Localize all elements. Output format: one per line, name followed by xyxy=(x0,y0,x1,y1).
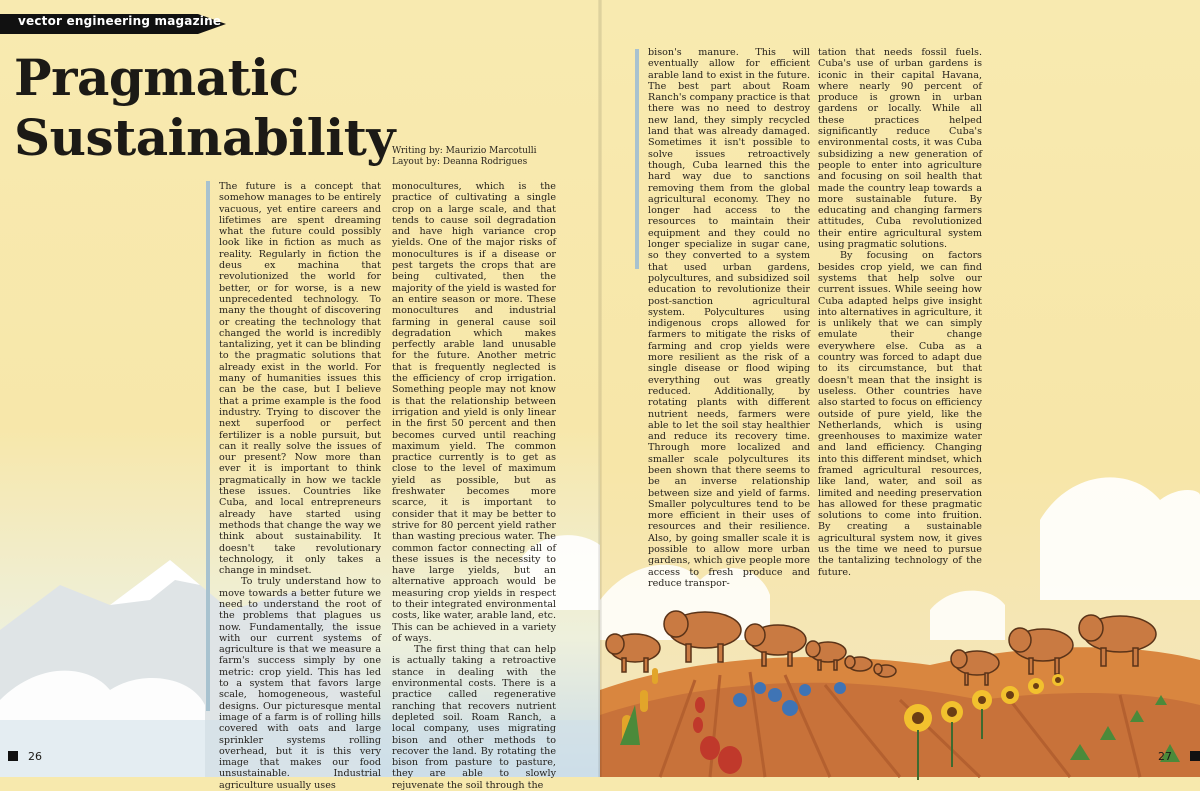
page-number-right: 27 xyxy=(1158,750,1172,763)
layout-credit: Layout by: Deanna Rodrigues xyxy=(392,157,528,167)
magazine-name: vector engineering magazine xyxy=(18,14,222,28)
paragraph: monocultures, which is the practice of cultivating a single crop on a large scale, and that tends to cause soil degradation and have high variance crop yields. One of the major risks of monocultures is if a disease or pest targets the crops that are being cultivated, then the majority of the yield is wasted for an entire season or more. These monocultures and industrial farming in general cause soil degradation which makes perfectly arable land unusable for the future. Another metric that is frequently neglected is the efficiency of crop irrigation. Something people may not know is that the relationship between irrigation and yield is only linear in the first 50 percent and then becomes curved until reaching maximum yield. The common practice currently is to get as close to the level of maximum yield as possible, but as freshwater becomes more scarce, it is important to consider that it may be better to strive for 80 percent yield rather than wasting precious water. The common factor connecting all of these issues is the necessity to have large yields, but an alternative approach would be measuring crop yields in respect to their integrated environmental costs, like water, arable land, etc. This can be achieved in a variety of ways. xyxy=(392,181,556,644)
bison xyxy=(664,611,741,662)
title-line-2: Sustainability xyxy=(14,108,395,167)
title-line-1: Pragmatic xyxy=(14,48,299,107)
article-title xyxy=(14,48,395,168)
page-gutter xyxy=(598,0,602,777)
body-column-3 xyxy=(648,47,810,589)
page-number-left: 26 xyxy=(28,750,42,763)
paragraph: tation that needs fossil fuels. Cuba's use of urban gardens is iconic in their capital Havana, where nearly 90 percent of produce is grown in urban gardens or locally. While all these practices helped significantly reduce Cuba's environmental costs, it was Cuba subsidizing a new generation of people to enter into agriculture and focusing on soil health that made the country leap towards a more sustainable future. By educating and changing farmers attitudes, Cuba revolutionized their entire agricultural system using pragmatic solutions. xyxy=(818,47,982,251)
body-column-1 xyxy=(219,181,381,791)
column-accent-bar xyxy=(206,181,210,711)
paragraph: To truly understand how to move towards a better future we need to understand the root of the problems that plagues us now. Fundamentally, the issue with our current systems of agriculture is that we measure a farm's success simply by one metric: crop yield. This has led to a system that favors large scale, homogeneous, wasteful designs. Our picturesque mental image of a farm is of rolling hills covered with oats and large sprinkler systems rolling overhead, but it is this very image that makes our food unsustainable. Industrial agriculture usually uses xyxy=(219,576,381,791)
paragraph: bison's manure. This will eventually allow for efficient arable land to exist in the future. The best part about Roam Ranch's company practice is that there was no need to destroy new land, they simply recycled land that was already damaged. Sometimes it isn't possible to solve issues retroactively though, Cuba learned this the hard way due to sanctions removing them from the global agricultural economy. They no longer had access to the resources to maintain their equipment and they could no longer specialize in sugar cane, so they converted to a system that used urban gardens, polycultures, and subsidized soil education to revolutionize their post-sanction agricultural system. Polycultures using indigenous crops allowed for farmers to mitigate the risks of farming and crop yields were more resilient as the risk of a single disease or flood wiping everything out was greatly reduced. Additionally, by rotating plants with different nutrient needs, farmers were able to let the soil stay healthier and reduce its recovery time. Through more localized and smaller scale polycultures its been shown that there seems to be an inverse relationship between size and yield of farms. Smaller polycultures tend to be more efficient in their uses of resources and their resilience. Also, by going smaller scale it is possible to allow more urban gardens, which give people more access to fresh produce and reduce transpor- xyxy=(648,47,810,589)
folio-marker-left xyxy=(8,751,18,761)
paragraph: The first thing that can help is actually taking a retroactive stance in dealing with the environmental costs. There is a practice called regenerative ranching that recovers nutrient depleted soil. Roam Ranch, a local company, uses migrating bison and other methods to recover the land. By rotating the bison from pasture to pasture, they are able to slowly rejuvenate the soil through the xyxy=(392,644,556,791)
writer-credit: Writing by: Maurizio Marcotulli xyxy=(392,146,537,156)
body-column-4 xyxy=(818,47,982,578)
paragraph: By focusing on factors besides crop yield, we can find systems that help solve our current issues. While seeing how Cuba adapted helps give insight into alternatives in agriculture, it is unlikely that we can simply emulate their change everywhere else. Cuba as a country was forced to adapt due to its circumstance, but that doesn't mean that the insight is useless. Other countries have also started to focus on efficiency outside of pure yield, like the Netherlands, which is using greenhouses to maximize water and land efficiency. Changing into this different mindset, which framed agricultural resources, like land, water, and soil as limited and needing preservation has allowed for these pragmatic solutions to come into fruition. By creating a sustainable agricultural system now, it gives us the time we need to pursue the tantalizing technology of the future. xyxy=(818,250,982,578)
folio-marker-right xyxy=(1190,751,1200,761)
body-column-2 xyxy=(392,181,556,791)
column-accent-bar-right xyxy=(635,49,639,269)
article-credits xyxy=(392,146,537,168)
cloud-right-2 xyxy=(1040,477,1200,600)
paragraph: The future is a concept that somehow manages to be entirely vacuous, yet entire careers and lifetimes are spent dreaming what the future could possibly look like in fiction as much as reality. Regularly in fiction the deus ex machina that revolutionized the world for better, or for worse, is a new unprecedented technology. To many the thought of discovering or creating the technology that changed the world is incredibly tantalizing, yet it can be blinding to the pragmatic solutions that already exist in the world. For many of humanities issues this can be the case, but I believe that a prime example is the food industry. Trying to discover the next superfood or perfect fertilizer is a noble pursuit, but can it really solve the issues of our present? Now more than ever it is important to think pragmatically in how we tackle these issues. Countries like Cuba, and local entrepreneurs already have started using methods that change the way we think about sustainability. It doesn't take revolutionary technology, it only takes a change in mindset. xyxy=(219,181,381,577)
cloud-right-3 xyxy=(930,591,1005,640)
bison xyxy=(606,634,660,672)
